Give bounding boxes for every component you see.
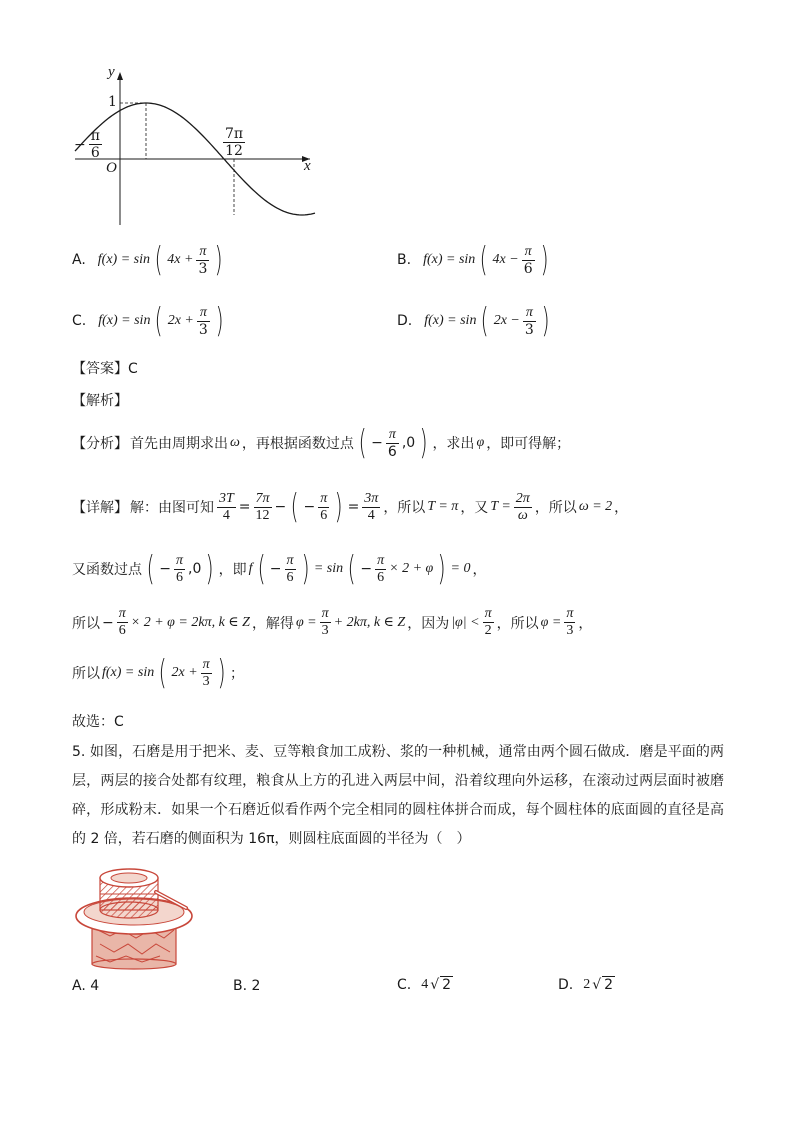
answer-line: 【答案】C (72, 361, 138, 377)
analysis-tag: 【解析】 (72, 393, 128, 409)
detail-line-3: 所以 − $\frac{\pi}{6}$ × 2 + φ = 2kπ, k ∈ Z ，解得 φ = $\frac{\pi}{3}$ + 2kπ, k ∈ Z ，因为 |φ| < $\frac{\pi}{2}$ ，所以 φ = $\frac{\pi}{3}$ ， (72, 606, 593, 638)
option-b[interactable]: B. f(x) = sin ( 4x − $\frac{\pi}{6}$ ) (397, 240, 549, 280)
seven-pi-over-12-label: $\frac{7\pi}{12}$ (225, 126, 244, 159)
fenxi-line: 【分析】 首先由周期求出 ω ，再根据函数过点 ( − $\frac{\pi}{6}$ ,0 ) ，求出 φ ，即可得解； (72, 423, 571, 463)
detail-line-4: 所以 f(x) = sin ( 2x + $\frac{\pi}{3}$ ) ； (72, 653, 244, 693)
y-axis-label: y (108, 64, 115, 80)
neg-pi-over-6-label: − $\frac{\pi}{6}$ (74, 128, 100, 161)
detail-line-1: 【详解】 解：由图可知 $\frac{3T}{4}$ = $\frac{7\pi}{12}$ − ( − $\frac{\pi}{6}$ ) = $\frac{3\pi}{4}$ ，所以 T = π ，又 T = $\frac{2\pi}{\omega}$ ，所以 ω = 2 ， (72, 487, 629, 527)
y-one-label: 1 (108, 94, 117, 110)
detail-line-2: 又函数过点 ( − $\frac{\pi}{6}$ ,0 ) ，即 f ( − $\frac{\pi}{6}$ ) = sin ( − $\frac{\pi}{6}$ × 2 + φ ) = 0 ， (72, 549, 487, 589)
sine-graph (70, 60, 330, 230)
choose-line: 故选：C (72, 714, 124, 730)
q5-option-b[interactable]: B. 2 (233, 978, 261, 994)
option-a[interactable]: A. f(x) = sin ( 4x + $\frac{\pi}{3}$ ) (72, 240, 223, 280)
origin-label: O (106, 160, 117, 176)
q5-option-a[interactable]: A. 4 (72, 978, 100, 994)
option-c[interactable]: C. f(x) = sin ( 2x + $\frac{\pi}{3}$ ) (72, 301, 224, 341)
option-d[interactable]: D. f(x) = sin ( 2x − $\frac{\pi}{3}$ ) (397, 301, 550, 341)
q5-option-c[interactable]: C. 4 √ 2 (397, 976, 452, 993)
millstone-image (70, 858, 200, 970)
x-axis-label: x (304, 158, 311, 174)
q5-paragraph: 5. 如图，石磨是用于把米、麦、豆等粮食加工成粉、浆的一种机械，通常由两个圆石做成．磨是平面的两层，两层的接合处都有纹理，粮食从上方的孔进入两层中间，沿着纹理向外运移，在滚动过两层面时被磨碎，形成粉末．如果一个石磨近似看作两个完全相同的圆柱体拼合而成，每个圆柱体的底面圆的直径是高的 2 倍，若石磨的侧面积为 16π，则圆柱底面圆的半径为（ ） (72, 744, 724, 847)
q5-option-d[interactable]: D. 2 √ 2 (558, 976, 614, 993)
